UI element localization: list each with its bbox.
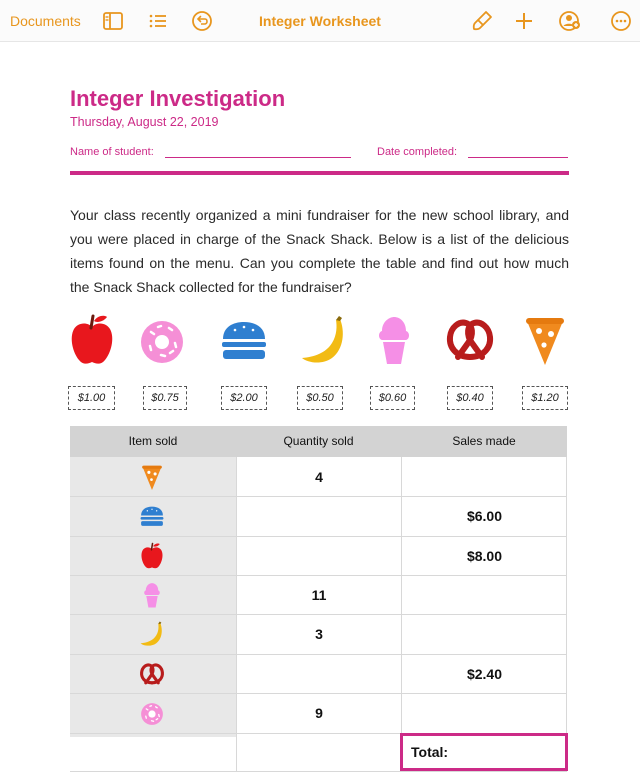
format-brush-icon[interactable] [470,9,494,33]
worksheet-title: Integer Investigation [70,86,286,111]
sales-cell[interactable]: $8.00 [466,548,503,564]
student-name-label: Name of student: [70,146,154,158]
collaborate-icon[interactable] [558,9,582,33]
pizza-icon [138,463,166,491]
row-divider [70,536,567,537]
apple-icon [138,542,166,570]
sales-cell[interactable]: $6.00 [466,508,503,524]
pretzel-icon [444,313,496,367]
header-item-sold: Item sold [128,434,178,448]
more-icon[interactable] [609,9,633,33]
price-tag-banana: $0.50 [297,386,343,410]
price-tag-burger: $2.00 [221,386,267,410]
price-tag-donut: $0.75 [143,386,187,410]
price-tag-apple: $1.00 [68,386,115,410]
document-title: Integer Worksheet [259,13,381,29]
quantity-cell[interactable]: 11 [311,587,327,603]
toolbar [0,0,640,42]
donut-icon [138,699,166,727]
quantity-cell[interactable]: 4 [315,469,323,485]
ice-cream-icon [368,313,420,367]
row-divider [70,654,567,655]
burger-icon [218,313,270,367]
date-completed-field[interactable] [468,157,568,158]
row-divider [70,575,567,576]
intro-paragraph: Your class recently organized a mini fundraiser for the new school library, and you were placed in charge of the Snack Shack. Below is a list of the delicious items found on the menu. Can you complete the table and find out how much the Snack Shack collected for the fundraiser? [70,207,569,295]
header-quantity-sold: Quantity sold [283,434,354,448]
total-cell[interactable] [400,733,568,771]
header-divider [70,171,569,175]
row-divider [70,496,567,497]
documents-back-button[interactable]: Documents [10,13,81,29]
total-label: Total: [411,744,449,760]
student-name-field[interactable] [165,157,351,158]
price-tag-ice-cream: $0.60 [370,386,415,410]
column-divider [401,457,402,772]
banana-icon [298,313,350,367]
burger-icon [138,502,166,530]
banana-icon [138,620,166,648]
quantity-cell[interactable]: 3 [315,626,323,642]
pretzel-icon [138,660,166,688]
column-divider [236,457,237,772]
table-header [70,426,567,457]
column-divider [566,457,567,772]
price-tag-pretzel: $0.40 [447,386,493,410]
header-sales-made: Sales made [452,434,516,448]
row-divider [70,614,567,615]
row-divider [70,771,567,772]
row-divider [70,693,567,694]
price-tag-pizza: $1.20 [522,386,568,410]
worksheet-date: Thursday, August 22, 2019 [70,115,219,129]
pizza-icon [519,313,571,367]
sales-cell[interactable]: $2.40 [466,666,503,682]
apple-icon [66,313,118,367]
add-icon[interactable] [512,9,536,33]
quantity-cell[interactable]: 9 [315,705,323,721]
donut-icon [136,313,188,367]
date-completed-label: Date completed: [377,146,458,158]
ice-cream-icon [138,581,166,609]
